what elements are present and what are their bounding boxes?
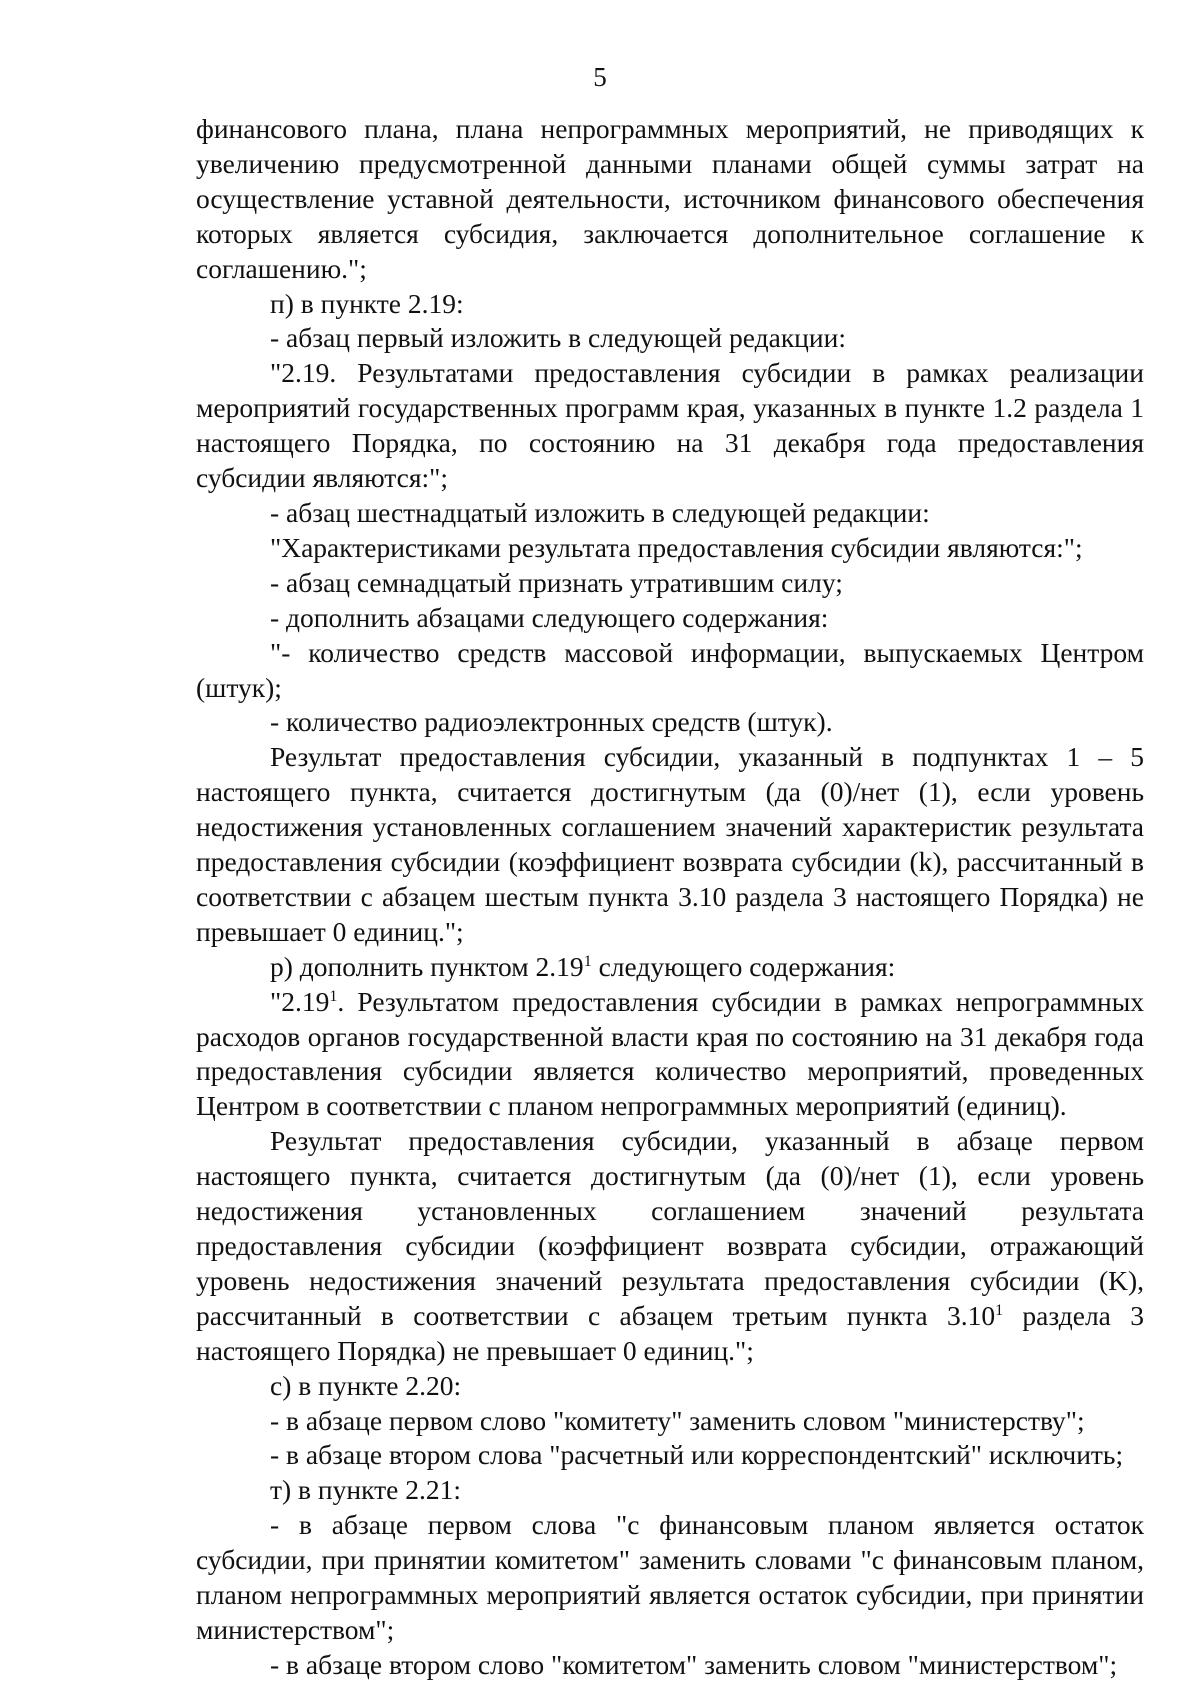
paragraph-quote-2-19-1: [196, 985, 1144, 1125]
paragraph-item-s: с) в пункте 2.20:: [270, 1369, 462, 1401]
superscript: 1: [995, 1301, 1004, 1319]
quote-start: "2.19: [270, 985, 330, 1017]
paragraph-indent-1: - абзац первый изложить в следующей редакции:: [270, 322, 846, 354]
paragraph-supplement: - дополнить абзацами следующего содержания:: [270, 601, 829, 633]
paragraph-item-p: п) в пункте 2.19:: [270, 287, 464, 319]
paragraph-second-abzac-2: - в абзаце втором слово "комитетом" заменить словом "министерством";: [270, 1648, 1118, 1680]
quote-body: . Результатом предоставления субсидии в рамках непрограммных расходов органов государственной власти края по состоянию на 31 декабря года предоставления субсидии является количество мероприятий, проведенных Центром в соответствии с планом непрограммных мероприятий (единиц).: [196, 985, 1144, 1122]
paragraph-item-r: [196, 950, 1144, 985]
superscript: 1: [329, 987, 338, 1005]
result-2-text-end: раздела 3 настоящего Порядка) не превышает 0 единиц.";: [196, 1299, 1144, 1366]
document-body: [196, 112, 1144, 1683]
paragraph-radio-count: - количество радиоэлектронных средств (штук).: [270, 706, 833, 738]
result-2-text: Результат предоставления субсидии, указанный в абзаце первом настоящего пункта, считается достигнутым (да (0)/нет (1), если уровень недостижения установленных соглашением значений результата предоставления субсидии (коэффициент возврата субсидии, отражающий уровень недостижения значений результата предоставления субсидии (K), рассчитанный в соответствии с абзацем третьим пункта 3.10: [196, 1125, 1144, 1331]
item-r-text: р) дополнить пунктом 2.19: [270, 950, 584, 982]
paragraph-result-2: [196, 1124, 1144, 1368]
paragraph-item-t: т) в пункте 2.21:: [270, 1474, 461, 1506]
paragraph-quote-2-19: "2.19. Результатами предоставления субсидии в рамках реализации мероприятий государственных программ края, указанных в пункте 1.2 раздела 1 настоящего Порядка, по состоянию на 31 декабря года предоставления субсидии являются:";: [196, 357, 1144, 494]
paragraph-characteristics: "Характеристиками результата предоставления субсидии являются:";: [270, 531, 1083, 563]
page-number: 5: [593, 62, 607, 92]
paragraph-media-count: "- количество средств массовой информации, выпускаемых Центром (штук);: [196, 636, 1144, 703]
paragraph-first-abzac: - в абзаце первом слово "комитету" заменить словом "министерству";: [270, 1404, 1085, 1436]
item-r-text-end: следующего содержания:: [591, 950, 896, 982]
paragraph-result-1: Результат предоставления субсидии, указанный в подпунктах 1 – 5 настоящего пункта, считается достигнутым (да (0)/нет (1), если уровень недостижения установленных соглашением значений характеристик результата предоставления субсидии (коэффициент возврата субсидии (k), рассчитанный в соответствии с абзацем шестым пункта 3.10 раздела 3 настоящего Порядка) не превышает 0 единиц.";: [196, 741, 1144, 947]
paragraph-second-abzac: - в абзаце втором слова "расчетный или корреспондентский" исключить;: [270, 1439, 1124, 1471]
paragraph-first-abzac-2: - в абзаце первом слова "с финансовым планом является остаток субсидии, при принятии комитетом" заменить словами "с финансовым планом, планом непрограммных мероприятий является остаток субсидии, при принятии министерством";: [196, 1509, 1144, 1645]
paragraph-indent-16: - абзац шестнадцатый изложить в следующей редакции:: [270, 496, 930, 528]
superscript: 1: [583, 952, 592, 970]
paragraph-continuation: финансового плана, плана непрограммных мероприятий, не приводящих к увеличению предусмотренной данными планами общей суммы затрат на осуществление уставной деятельности, источником финансового обеспечения которых является субсидия, заключается дополнительное соглашение к соглашению.";: [196, 113, 1144, 284]
paragraph-indent-17: - абзац семнадцатый признать утратившим силу;: [270, 566, 843, 598]
